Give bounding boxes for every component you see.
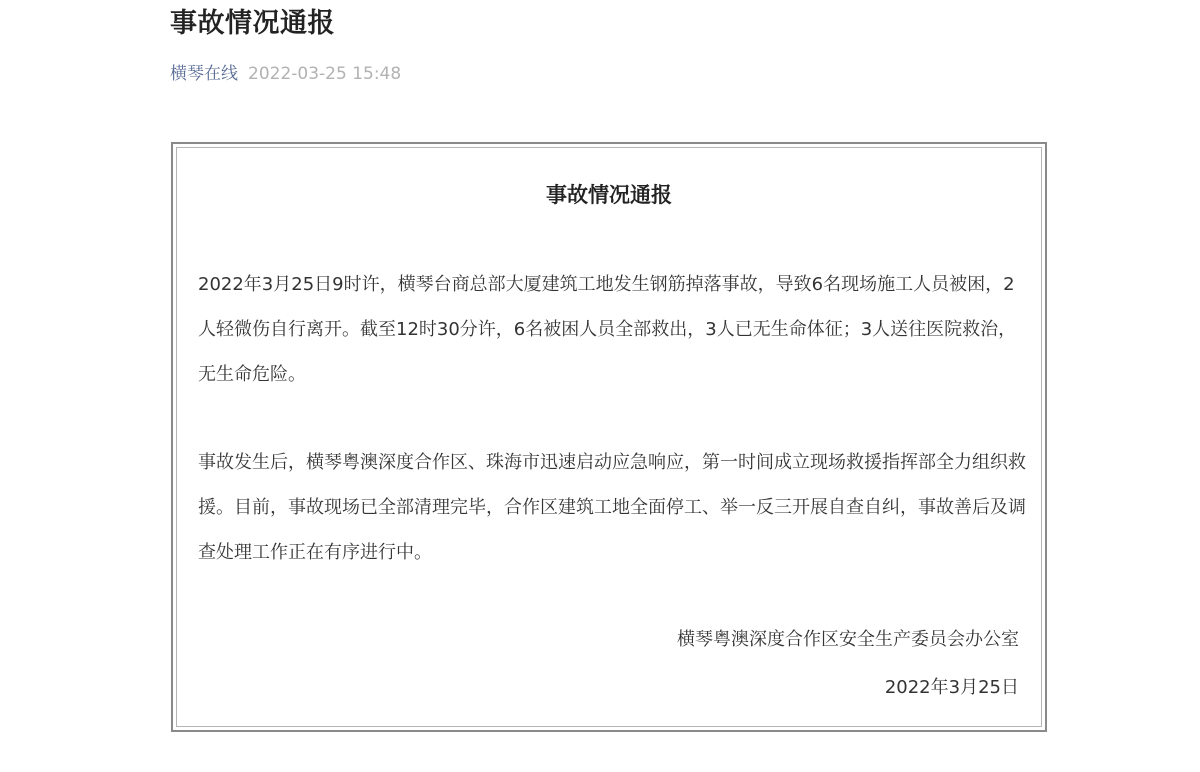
notice-title: 事故情况通报 bbox=[546, 183, 672, 207]
notice-image-frame bbox=[171, 142, 1047, 732]
article-source-link[interactable]: 横琴在线 bbox=[170, 64, 238, 84]
notice-paragraph-2: 事故发生后，横琴粤澳深度合作区、珠海市迅速启动应急响应，第一时间成立现场救援指挥部全力组织救援。目前，事故现场已全部清理完毕，合作区建筑工地全面停工、举一反三开展自查自纠，事故善后及调查处理工作正在有序进行中。 bbox=[198, 452, 1026, 563]
notice-date: 2022年3月25日 bbox=[884, 677, 1019, 698]
notice-paragraph-1: 2022年3月25日9时许，横琴台商总部大厦建筑工地发生钢筋掉落事故，导致6名现场施工人员被困，2人轻微伤自行离开。截至12时30分许，6名被困人员全部救出，3人已无生命体征；3人送往医院救治，无生命危险。 bbox=[198, 274, 1017, 385]
article-publish-time: 2022-03-25 15:48 bbox=[248, 64, 402, 84]
notice-signature: 横琴粤澳深度合作区安全生产委员会办公室 bbox=[677, 629, 1019, 650]
article-title: 事故情况通报 bbox=[170, 8, 335, 39]
notice-body bbox=[176, 147, 1042, 727]
article-meta bbox=[170, 62, 401, 86]
